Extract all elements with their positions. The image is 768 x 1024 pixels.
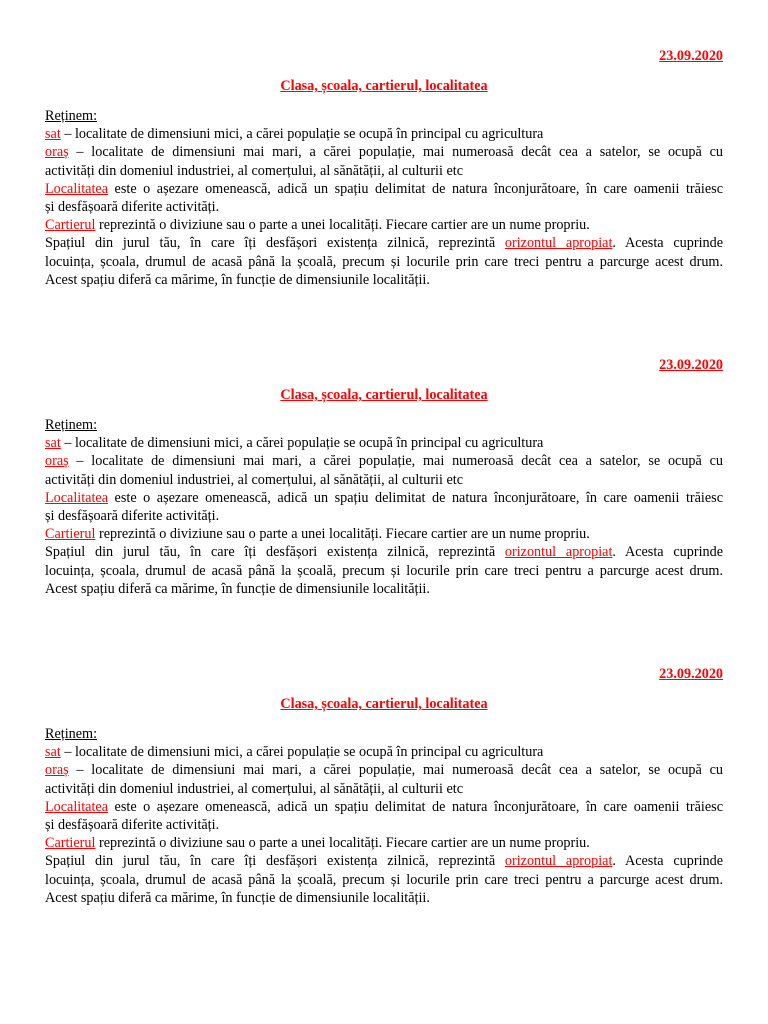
definition-localitate [45,798,723,816]
lesson-title: Clasa, școala, cartierul, localitatea [280,78,488,94]
term-cartierul: Cartierul [45,217,96,234]
term-sat: sat [45,126,61,143]
lesson-body [45,416,723,598]
lesson-section-3 [45,665,723,907]
paragraph-spatiu [45,543,723,561]
spatiu-text-2: locuința, școala, drumul de acasă până la școală, precum și locurile prin care treci pentru a parcurge acest drum. [45,871,723,888]
def-oras-1: – localitate de dimensiuni mai mari, a cărei populație, mai numeroasă decât cea a satelor, se ocupă cu [68,762,723,779]
spatiu-text-3: Acest spațiu diferă ca mărime, în funcție de dimensiunile localității. [45,580,430,597]
def-loc-2: și desfășoară diferite activități. [45,817,220,834]
term-localitatea: Localitatea [45,798,109,815]
lesson-date: 23.09.2020 [659,48,723,64]
definition-cartier [45,216,723,234]
definition-cartier [45,525,723,543]
lesson-body [45,725,723,907]
term-orizont-apropiat: orizontul apropiat [504,544,613,561]
term-sat: sat [45,744,61,761]
def-oras-2: activități din domeniul industriei, al comerțului, al sănătății, al culturii etc [45,780,464,797]
term-localitatea: Localitatea [45,180,109,197]
term-oras: oraș [45,453,69,470]
def-loc-1: este o așezare omenească, adică un spațiu delimitat de natura înconjurătoare, în care oamenii trăiesc [108,798,723,815]
lesson-date: 23.09.2020 [659,666,723,682]
definition-oras [45,143,723,161]
term-oras: oraș [45,144,69,161]
term-orizont-apropiat: orizontul apropiat [504,235,613,252]
def-cartier: reprezintă o diviziune sau o parte a unei localități. Fiecare cartier are un nume propriu. [95,835,590,852]
definition-sat [45,743,723,761]
retinem-label: Reținem: [45,726,98,742]
spatiu-text-2: locuința, școala, drumul de acasă până la școală, precum și locurile prin care treci pentru a parcurge acest drum. [45,562,723,579]
lesson-title: Clasa, școala, cartierul, localitatea [280,696,488,712]
def-sat: – localitate de dimensiuni mici, a cărei populație se ocupă în principal cu agricultura [60,435,544,452]
definition-localitate [45,489,723,507]
definition-oras [45,452,723,470]
def-loc-2: și desfășoară diferite activități. [45,199,220,216]
lesson-date: 23.09.2020 [659,357,723,373]
paragraph-spatiu [45,852,723,870]
def-sat: – localitate de dimensiuni mici, a cărei populație se ocupă în principal cu agricultura [60,126,544,143]
definition-cartier [45,834,723,852]
lesson-section-2 [45,356,723,598]
term-sat: sat [45,435,61,452]
def-oras-1: – localitate de dimensiuni mai mari, a cărei populație, mai numeroasă decât cea a satelor, se ocupă cu [68,144,723,161]
def-loc-1: este o așezare omenească, adică un spațiu delimitat de natura înconjurătoare, în care oamenii trăiesc [108,489,723,506]
definition-localitate [45,180,723,198]
term-cartierul: Cartierul [45,526,96,543]
term-oras: oraș [45,762,69,779]
lesson-title: Clasa, școala, cartierul, localitatea [280,387,488,403]
definition-sat [45,434,723,452]
spatiu-text-3: Acest spațiu diferă ca mărime, în funcție de dimensiunile localității. [45,889,430,906]
def-loc-1: este o așezare omenească, adică un spațiu delimitat de natura înconjurătoare, în care oamenii trăiesc [108,180,723,197]
spatiu-text-1b: . Acesta cuprinde [612,853,723,870]
def-oras-2: activități din domeniul industriei, al comerțului, al sănătății, al culturii etc [45,471,464,488]
retinem-label: Reținem: [45,108,98,124]
term-orizont-apropiat: orizontul apropiat [504,853,613,870]
term-cartierul: Cartierul [45,835,96,852]
lesson-section-1 [45,47,723,289]
paragraph-spatiu [45,234,723,252]
lesson-body [45,107,723,289]
spatiu-text-1b: . Acesta cuprinde [612,544,723,561]
def-cartier: reprezintă o diviziune sau o parte a unei localități. Fiecare cartier are un nume propriu. [95,526,590,543]
spatiu-text-1b: . Acesta cuprinde [612,235,723,252]
def-oras-2: activități din domeniul industriei, al comerțului, al sănătății, al culturii etc [45,162,464,179]
def-loc-2: și desfășoară diferite activități. [45,508,220,525]
term-localitatea: Localitatea [45,489,109,506]
def-sat: – localitate de dimensiuni mici, a cărei populație se ocupă în principal cu agricultura [60,744,544,761]
spatiu-text-1a: Spațiul din jurul tău, în care îți desfășori existența zilnică, reprezintă [45,235,505,252]
def-cartier: reprezintă o diviziune sau o parte a unei localități. Fiecare cartier are un nume propriu. [95,217,590,234]
def-oras-1: – localitate de dimensiuni mai mari, a cărei populație, mai numeroasă decât cea a satelor, se ocupă cu [68,453,723,470]
spatiu-text-2: locuința, școala, drumul de acasă până la școală, precum și locurile prin care treci pentru a parcurge acest drum. [45,253,723,270]
spatiu-text-3: Acest spațiu diferă ca mărime, în funcție de dimensiunile localității. [45,271,430,288]
spatiu-text-1a: Spațiul din jurul tău, în care îți desfășori existența zilnică, reprezintă [45,544,505,561]
retinem-label: Reținem: [45,417,98,433]
definition-sat [45,125,723,143]
definition-oras [45,761,723,779]
spatiu-text-1a: Spațiul din jurul tău, în care îți desfășori existența zilnică, reprezintă [45,853,505,870]
